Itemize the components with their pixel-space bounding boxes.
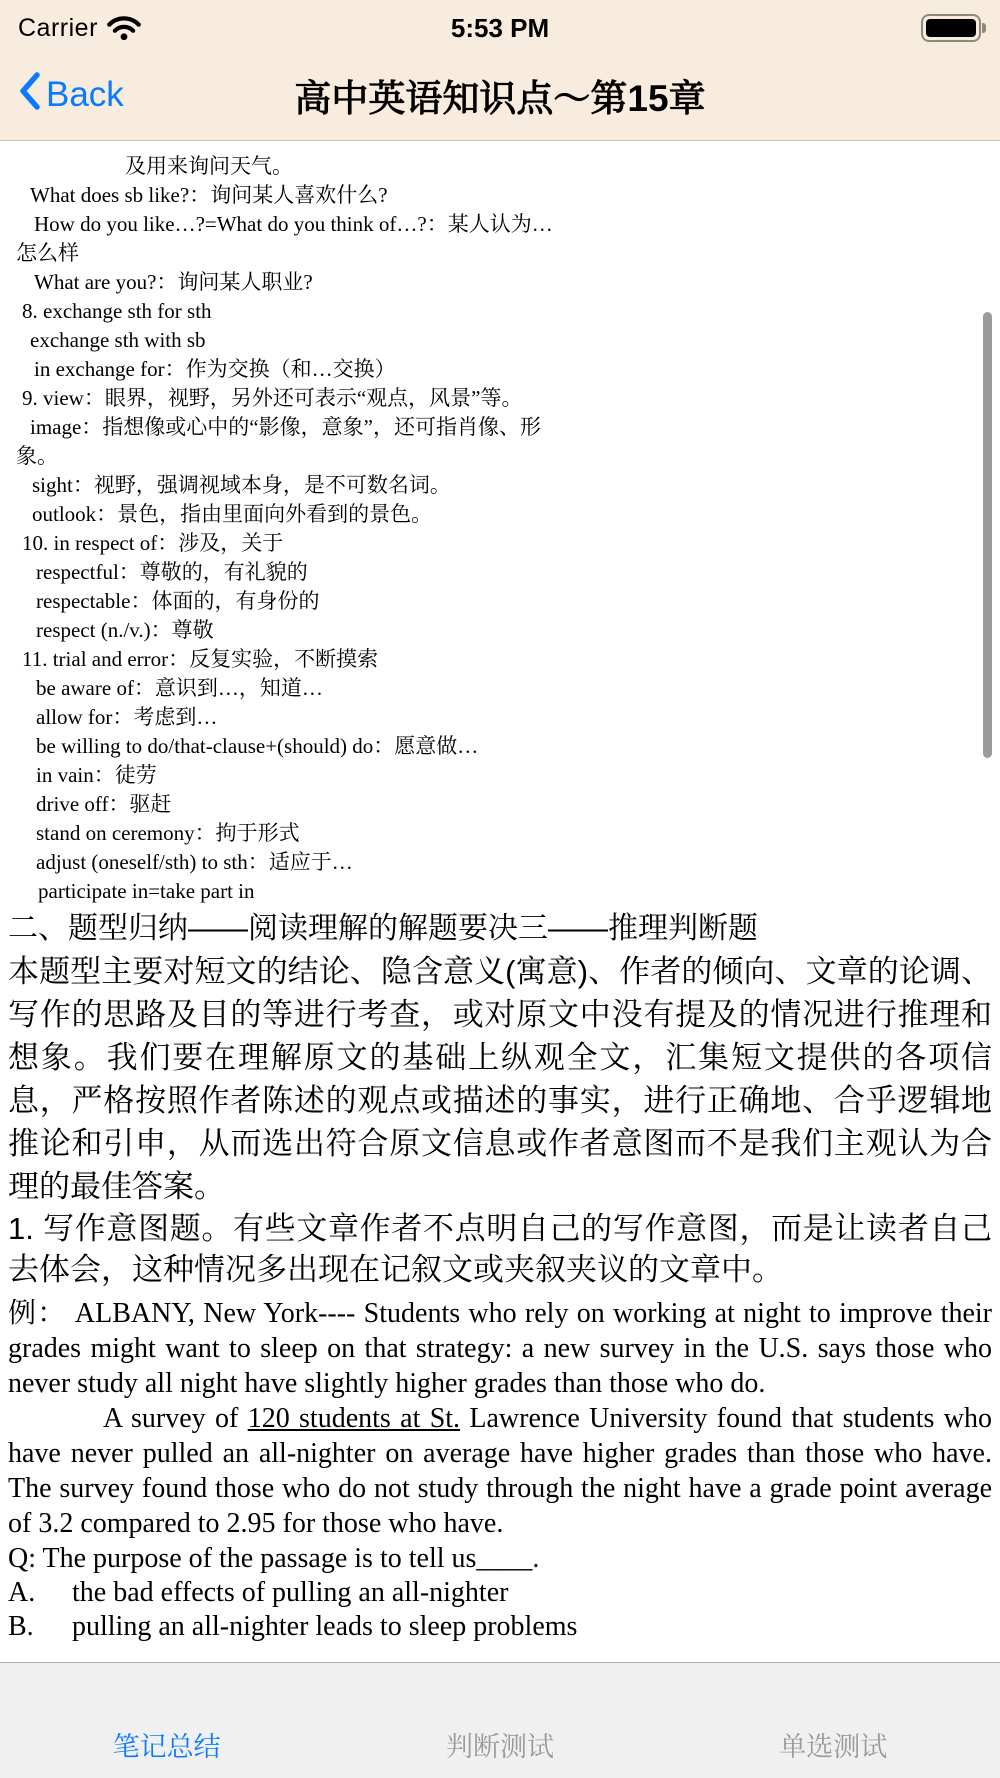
note-line: 怎么样 <box>16 241 79 265</box>
note-line: 及用来询问天气。 <box>125 154 293 178</box>
note-line: allow for：考虑到… <box>36 705 218 729</box>
option-a-label: A. <box>8 1577 36 1608</box>
note-line: be willing to do/that-clause+(should) do：愿意做… <box>36 734 479 758</box>
survey-paragraph <box>8 1401 992 1541</box>
note-line: What are you?：询问某人职业? <box>34 270 313 294</box>
note-line: 10. in respect of：涉及，关于 <box>22 531 284 555</box>
note-line: respectable：体面的，有身份的 <box>36 589 320 613</box>
note-line: 9. view：眼界，视野，另外还可表示“观点，风景”等。 <box>22 386 523 410</box>
option-b-text: pulling an all-nighter leads to sleep problems <box>72 1611 578 1642</box>
status-time: 5:53 PM <box>450 12 550 43</box>
note-line: respect (n./v.)：尊敬 <box>36 618 214 642</box>
note-line: image：指想像或心中的“影像，意象”，还可指肖像、形 <box>30 415 541 439</box>
note-line: drive off：驱赶 <box>36 792 172 816</box>
note-line: What does sb like?：询问某人喜欢什么? <box>30 183 388 207</box>
question-line: Q: The purpose of the passage is to tell us____. <box>8 1543 540 1574</box>
note-line: How do you like…?=What do you think of…?：某人认为… <box>34 212 553 236</box>
point1-paragraph: 1. 写作意图题。有些文章作者不点明自己的写作意图，而是让读者自己去体会，这种情况多出现在记叙文或夹叙夹议的文章中。 <box>8 1211 992 1287</box>
header <box>0 0 1000 141</box>
example-paragraph: 例： ALBANY, New York---- Students who rely on working at night to improve their grades might want to sleep on that strategy: a new survey in the U.S. says those who never study all night have slightly higher grades than those who do. <box>8 1298 992 1399</box>
note-line: 11. trial and error：反复实验，不断摸索 <box>22 647 379 671</box>
status-left <box>18 14 141 43</box>
notes-list <box>8 152 992 906</box>
battery-full-icon <box>921 14 986 42</box>
note-line: 象。 <box>16 444 58 468</box>
note-line: in vain：徒劳 <box>36 763 157 787</box>
tab-judgment-test[interactable]: 判断测试 <box>445 1732 554 1762</box>
tab-multiple-choice-test[interactable]: 单选测试 <box>779 1732 888 1762</box>
chevron-left-icon <box>16 71 42 120</box>
note-line: 8. exchange sth for sth <box>22 299 212 323</box>
note-line: participate in=take part in <box>38 879 255 903</box>
scrollbar[interactable] <box>983 312 992 758</box>
note-line: sight：视野，强调视域本身，是不可数名词。 <box>32 473 451 497</box>
note-line: in exchange for：作为交换（和…交换） <box>34 357 396 381</box>
carrier-label: Carrier <box>18 13 98 42</box>
note-line: exchange sth with sb <box>30 328 206 352</box>
page-title: 高中英语知识点～第15章 <box>294 78 706 119</box>
tab-notes-summary[interactable]: 笔记总结 <box>112 1732 221 1762</box>
survey-text-pre: A survey of <box>103 1403 248 1434</box>
section-heading: 二、题型归纳——阅读理解的解题要决三——推理判断题 <box>8 912 758 945</box>
back-button[interactable] <box>16 50 124 140</box>
note-line: adjust (oneself/sth) to sth：适应于… <box>36 850 353 874</box>
section-intro-paragraph: 本题型主要对短文的结论、隐含意义(寓意)、作者的倾向、文章的论调、写作的思路及目的等进行考查，或对原文中没有提及的情况进行推理和想象。我们要在理解原文的基础上纵观全文，汇集短文提供的各项信息，严格按照作者陈述的观点或描述的事实，进行正确地、合乎逻辑地推论和引申，从而选出符合原文信息或作者意图而不是我们主观认为合理的最佳答案。 <box>8 954 992 1204</box>
back-label: Back <box>46 75 124 114</box>
status-bar <box>0 0 1000 50</box>
survey-text-post: Lawrence University found that students who have never pulled an all-nighter on average have higher grades than those who have. The survey found those who do not study through the night have a grade point average of 3.2 compared to 2.95 for those who have. <box>8 1403 992 1539</box>
wifi-icon <box>107 15 141 41</box>
option-b <box>8 1610 992 1644</box>
note-line: outlook：景色，指由里面向外看到的景色。 <box>32 502 433 526</box>
option-a-text: the bad effects of pulling an all-nighter <box>72 1577 509 1608</box>
option-b-label: B. <box>8 1611 34 1642</box>
nav-bar <box>0 50 1000 140</box>
tab-bar <box>0 1662 1000 1778</box>
note-line: respectful：尊敬的，有礼貌的 <box>36 560 308 584</box>
note-line: be aware of：意识到…，知道… <box>36 676 323 700</box>
option-a <box>8 1576 992 1610</box>
content-area[interactable] <box>0 142 1000 1662</box>
survey-text-underlined: 120 students at St. <box>247 1403 461 1434</box>
note-line: stand on ceremony：拘于形式 <box>36 821 300 845</box>
